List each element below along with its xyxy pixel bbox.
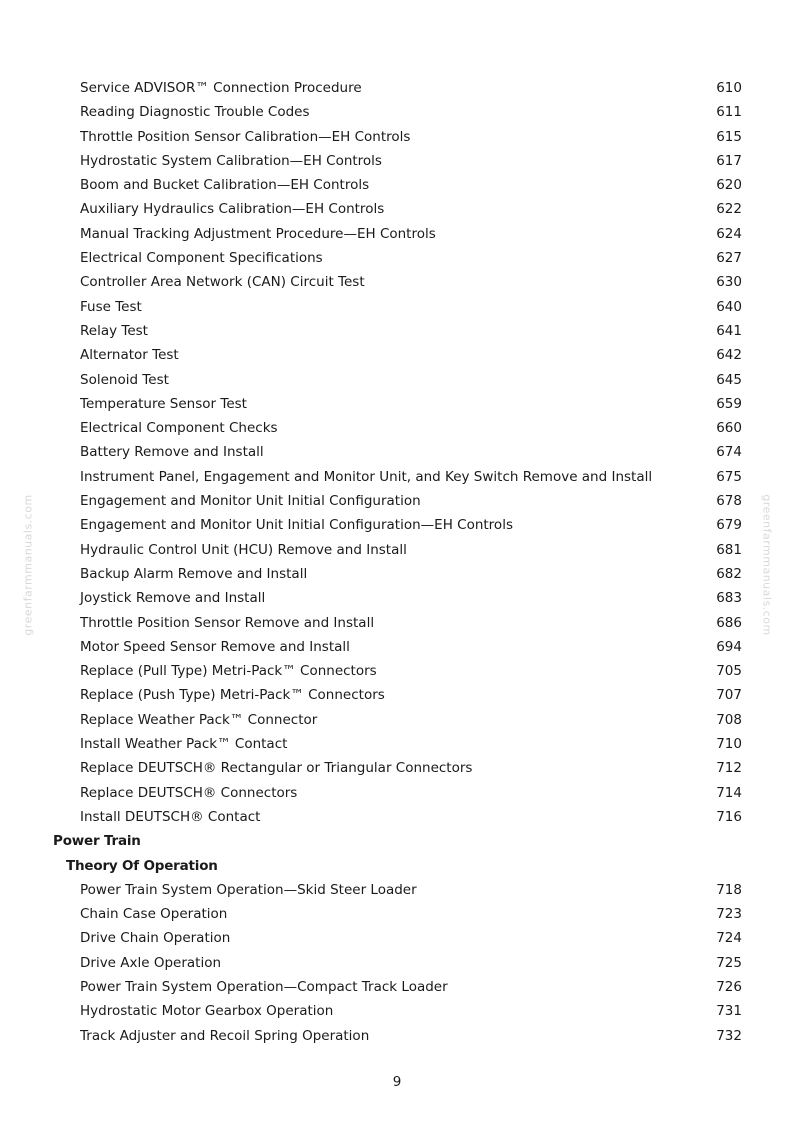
toc-entry-page: 723 <box>716 906 742 923</box>
toc-entry-page: 682 <box>716 565 742 582</box>
toc-entry-title: Hydrostatic Motor Gearbox Operation <box>80 1003 334 1020</box>
toc-entry-title: Replace DEUTSCH® Rectangular or Triangular Connectors <box>80 760 473 777</box>
toc-entry-page: 620 <box>716 177 742 194</box>
toc-entry-title: Boom and Bucket Calibration—EH Controls <box>80 177 370 194</box>
toc-entry-page: 724 <box>716 930 742 947</box>
toc-entry[interactable] <box>0 295 794 319</box>
toc-entry-title: Drive Axle Operation <box>80 954 222 971</box>
toc-entry-page: 726 <box>716 978 742 995</box>
toc-entry-page: 641 <box>716 322 742 339</box>
toc-entry[interactable] <box>0 756 794 780</box>
toc-entry-page: 710 <box>716 736 742 753</box>
toc-entry-title: Alternator Test <box>80 347 179 364</box>
toc-entry[interactable] <box>0 368 794 392</box>
toc-entry-page: 642 <box>716 347 742 364</box>
toc-entry[interactable] <box>0 392 794 416</box>
toc-entry-title: Throttle Position Sensor Remove and Install <box>80 614 375 631</box>
toc-entry-title: Throttle Position Sensor Calibration—EH Controls <box>80 128 411 145</box>
toc-entry-title: Manual Tracking Adjustment Procedure—EH Controls <box>80 225 436 242</box>
toc-entry[interactable] <box>0 76 794 100</box>
toc-entry[interactable] <box>0 878 794 902</box>
toc-entry-page: 679 <box>716 517 742 534</box>
toc-entry[interactable] <box>0 465 794 489</box>
toc-entry-title: Replace DEUTSCH® Connectors <box>80 784 298 801</box>
toc-entry-title: Service ADVISOR™ Connection Procedure <box>80 80 362 96</box>
toc-entry[interactable] <box>0 562 794 586</box>
toc-entry[interactable] <box>0 902 794 926</box>
toc-entry-page: 622 <box>716 201 742 218</box>
watermark-left: greenfarmmanuals.com <box>21 494 35 636</box>
toc-entry-title: Install Weather Pack™ Contact <box>80 736 288 753</box>
toc-entry-page: 675 <box>716 468 742 485</box>
toc-entry-title: Joystick Remove and Install <box>80 590 266 607</box>
toc-entry-title: Replace Weather Pack™ Connector <box>80 711 318 728</box>
toc-entry[interactable] <box>0 270 794 294</box>
toc-entry-title: Engagement and Monitor Unit Initial Configuration—EH Controls <box>80 517 513 534</box>
toc-entry-title: Hydrostatic System Calibration—EH Controls <box>80 152 382 169</box>
toc-entry-title: Power Train System Operation—Skid Steer Loader <box>80 881 417 898</box>
toc-entry[interactable] <box>0 222 794 246</box>
toc-entry[interactable] <box>0 343 794 367</box>
toc-entry-page: 708 <box>716 711 742 728</box>
toc-entry-page: 640 <box>716 298 742 315</box>
toc-entry[interactable] <box>0 246 794 270</box>
toc-entry-page: 694 <box>716 638 742 655</box>
toc-entry[interactable] <box>0 781 794 805</box>
toc-entry-title: Temperature Sensor Test <box>80 395 247 412</box>
toc-entry-page: 731 <box>716 1003 742 1020</box>
toc-entry[interactable] <box>0 125 794 149</box>
toc-entry-page: 714 <box>716 784 742 801</box>
toc-entry-title: Chain Case Operation <box>80 906 228 923</box>
toc-entry[interactable] <box>0 611 794 635</box>
toc-entry-title: Theory Of Operation <box>66 857 218 874</box>
toc-entry-title: Backup Alarm Remove and Install <box>80 565 308 582</box>
toc-entry[interactable] <box>0 319 794 343</box>
watermark-right: greenfarmmanuals.com <box>760 494 774 636</box>
toc-entry[interactable] <box>0 951 794 975</box>
toc-entry-title: Power Train <box>53 833 141 850</box>
toc-entry-title: Power Train System Operation—Compact Track Loader <box>80 978 448 995</box>
toc-entry-page: 645 <box>716 371 742 388</box>
toc-entry-title: Reading Diagnostic Trouble Codes <box>80 104 310 121</box>
toc-entry[interactable] <box>0 173 794 197</box>
toc-entry[interactable] <box>0 100 794 124</box>
toc-entry-title: Solenoid Test <box>80 371 169 388</box>
toc-entry-page: 683 <box>716 590 742 607</box>
toc-entry[interactable] <box>0 926 794 950</box>
toc-entry[interactable] <box>0 197 794 221</box>
toc-entry[interactable] <box>0 149 794 173</box>
toc-entry-page: 611 <box>716 104 742 121</box>
toc-entry-page: 712 <box>716 760 742 777</box>
toc-entry[interactable] <box>0 999 794 1023</box>
toc-entry-page: 718 <box>716 881 742 898</box>
toc-entry[interactable] <box>0 683 794 707</box>
toc-section-heading[interactable] <box>0 829 794 853</box>
toc-entry[interactable] <box>0 513 794 537</box>
toc-entry-page: 705 <box>716 663 742 680</box>
toc-entry[interactable] <box>0 635 794 659</box>
toc-entry-page: 716 <box>716 808 742 825</box>
toc-entry[interactable] <box>0 659 794 683</box>
toc-entry-title: Controller Area Network (CAN) Circuit Test <box>80 274 365 291</box>
toc-entry-page: 660 <box>716 420 742 437</box>
toc-entry-title: Electrical Component Checks <box>80 420 278 437</box>
toc-entry[interactable] <box>0 1024 794 1048</box>
toc-entry[interactable] <box>0 732 794 756</box>
toc-entry-title: Replace (Push Type) Metri-Pack™ Connectors <box>80 687 385 704</box>
toc-entry-page: 630 <box>716 274 742 291</box>
toc-entry-page: 674 <box>716 444 742 461</box>
toc-entry-page: 678 <box>716 493 742 510</box>
toc-entry-page: 707 <box>716 687 742 704</box>
page-number: 9 <box>392 1074 402 1090</box>
toc-entry-page: 617 <box>716 152 742 169</box>
toc-entry-title: Auxiliary Hydraulics Calibration—EH Controls <box>80 201 385 218</box>
toc-entry-title: Engagement and Monitor Unit Initial Configuration <box>80 493 421 510</box>
toc-entry-page: 659 <box>716 395 742 412</box>
toc-entry-title: Instrument Panel, Engagement and Monitor Unit, and Key Switch Remove and Install <box>80 468 653 485</box>
toc-subsection-heading[interactable] <box>0 854 794 878</box>
table-of-contents <box>0 76 794 1048</box>
toc-entry-page: 615 <box>716 128 742 145</box>
toc-entry-page: 624 <box>716 225 742 242</box>
toc-entry[interactable] <box>0 708 794 732</box>
toc-entry-title: Hydraulic Control Unit (HCU) Remove and Install <box>80 541 407 558</box>
toc-entry-page: 725 <box>716 954 742 971</box>
toc-entry[interactable] <box>0 538 794 562</box>
toc-entry-title: Drive Chain Operation <box>80 930 231 947</box>
toc-entry[interactable] <box>0 805 794 829</box>
toc-entry[interactable] <box>0 440 794 464</box>
toc-entry-title: Install DEUTSCH® Contact <box>80 808 261 825</box>
toc-entry-page: 681 <box>716 541 742 558</box>
toc-entry-page: 686 <box>716 614 742 631</box>
toc-entry[interactable] <box>0 416 794 440</box>
toc-entry-title: Motor Speed Sensor Remove and Install <box>80 638 350 655</box>
toc-entry[interactable] <box>0 975 794 999</box>
toc-entry-title: Replace (Pull Type) Metri-Pack™ Connectors <box>80 663 377 680</box>
toc-entry-title: Fuse Test <box>80 298 142 315</box>
toc-entry[interactable] <box>0 489 794 513</box>
toc-entry-title: Track Adjuster and Recoil Spring Operation <box>80 1027 370 1044</box>
toc-entry-page: 627 <box>716 250 742 267</box>
toc-entry[interactable] <box>0 586 794 610</box>
toc-entry-page: 732 <box>716 1027 742 1044</box>
toc-entry-title: Relay Test <box>80 322 148 339</box>
toc-entry-title: Battery Remove and Install <box>80 444 264 461</box>
toc-entry-title: Electrical Component Specifications <box>80 250 323 267</box>
toc-entry-page: 610 <box>716 80 742 96</box>
